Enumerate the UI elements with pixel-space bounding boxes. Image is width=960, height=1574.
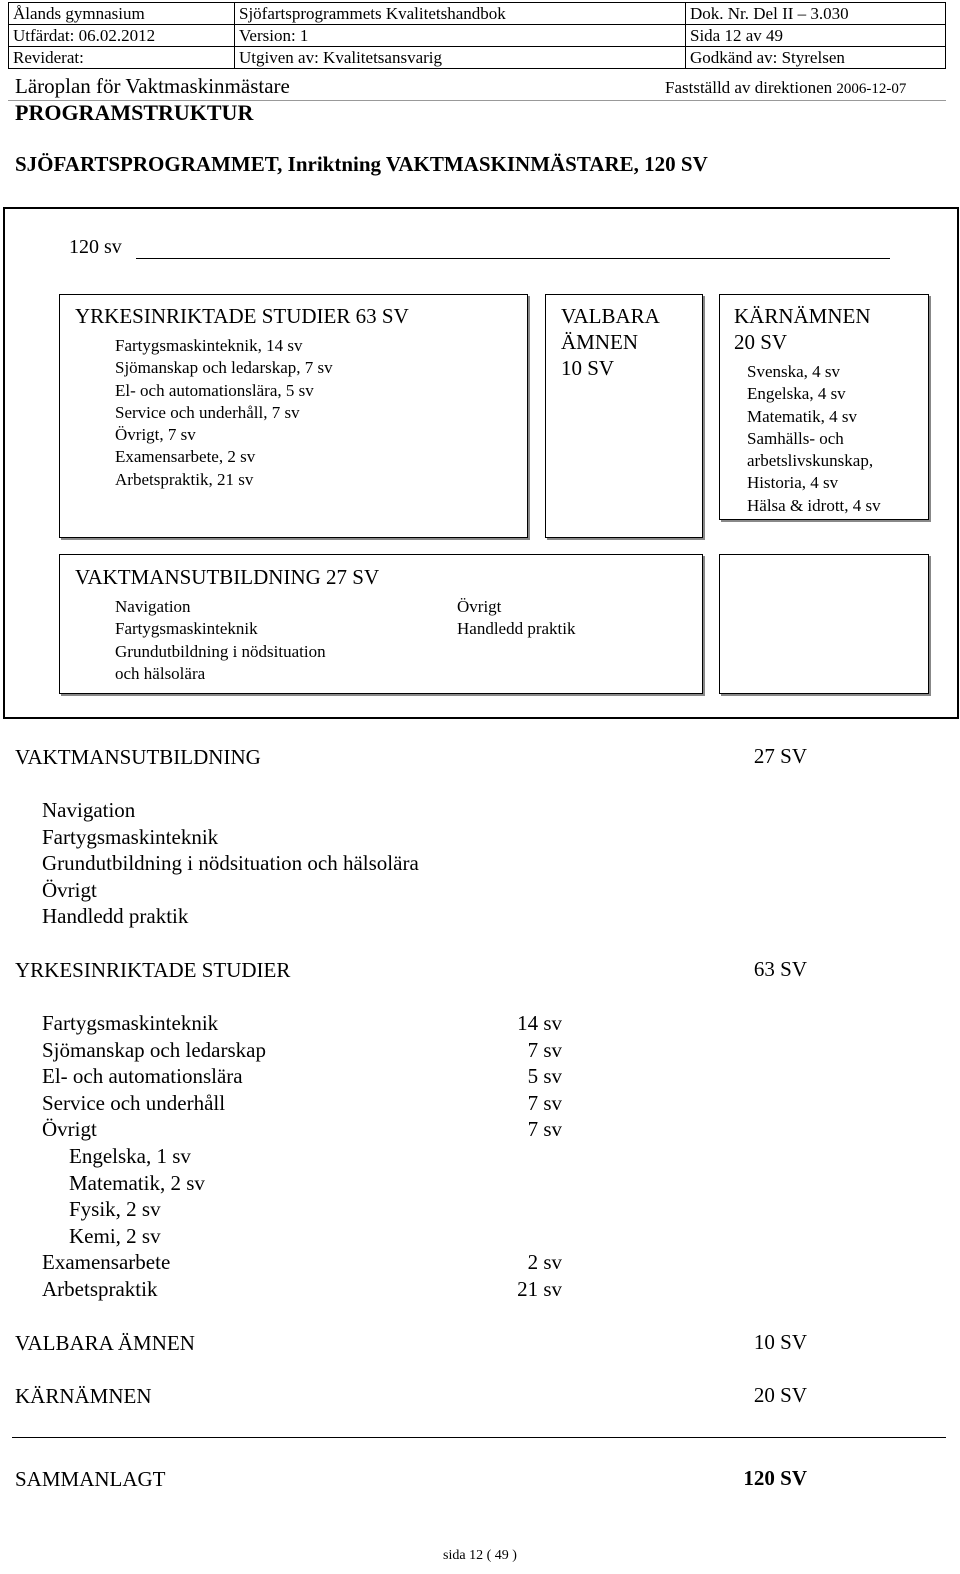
summary-valbara-total: 10 SV xyxy=(753,1330,807,1354)
summary-vakt-label: VAKTMANSUTBILDNING xyxy=(15,745,261,769)
list-item: Grundutbildning i nödsituation xyxy=(115,641,326,661)
document-title: Läroplan för Vaktmaskinmästare xyxy=(15,74,290,98)
list-item: Fartygsmaskinteknik xyxy=(42,824,219,849)
list-item: och hälsolära xyxy=(115,663,206,683)
vakt-box-items-left xyxy=(115,596,326,685)
valbara-box xyxy=(545,294,703,538)
list-value xyxy=(470,1223,562,1250)
list-item: Handledd praktik xyxy=(457,619,576,639)
list-item: arbetslivskunskap, xyxy=(747,451,874,471)
list-value: 7 sv xyxy=(527,1037,562,1062)
summary-total-label: SAMMANLAGT xyxy=(15,1467,166,1491)
header-row xyxy=(9,25,946,47)
valbara-title-line: 10 SV xyxy=(561,356,615,380)
header-published-by: Utgiven av: Kvalitetsansvarig xyxy=(235,47,686,69)
approval-date: 2006-12-07 xyxy=(836,81,907,97)
summary-yrkes-label: YRKESINRIKTADE STUDIER xyxy=(15,958,291,982)
list-item: Engelska, 4 sv xyxy=(747,384,846,404)
list-subitem: Fysik, 2 sv xyxy=(69,1197,161,1222)
header-issued: Utfärdat: 06.02.2012 xyxy=(9,25,235,47)
list-value xyxy=(470,1196,562,1223)
list-item: Service och underhåll xyxy=(42,1090,226,1115)
header-revised: Reviderat: xyxy=(9,47,235,69)
list-item: Service och underhåll, 7 sv xyxy=(115,402,300,422)
vakt-box-items-right xyxy=(457,596,576,641)
list-item: Fartygsmaskinteknik, 14 sv xyxy=(115,336,303,355)
header-school: Ålands gymnasium xyxy=(9,3,235,25)
summary-karn-label: KÄRNÄMNEN xyxy=(15,1384,152,1408)
list-item: Sjömanskap och ledarskap xyxy=(42,1037,266,1062)
summary-yrkes-names xyxy=(42,1010,266,1303)
valbara-box-title xyxy=(561,303,660,381)
header-approved-by: Godkänd av: Styrelsen xyxy=(686,47,946,69)
list-item: Övrigt xyxy=(42,1117,97,1142)
empty-box xyxy=(719,554,929,694)
yrkes-box-title: YRKESINRIKTADE STUDIER 63 SV xyxy=(75,304,409,328)
list-subitem: Matematik, 2 sv xyxy=(69,1170,205,1195)
list-item: El- och automationslära, 5 sv xyxy=(115,380,314,400)
approval-note xyxy=(665,78,906,98)
list-item: Svenska, 4 sv xyxy=(747,362,841,381)
vakt-box xyxy=(59,554,703,694)
list-item: Handledd praktik xyxy=(42,904,189,929)
vakt-box-title: VAKTMANSUTBILDNING 27 SV xyxy=(75,565,380,589)
list-item: Arbetspraktik, 21 sv xyxy=(115,469,254,489)
summary-total-value: 120 SV xyxy=(743,1466,807,1490)
yrkes-box-items xyxy=(115,335,333,491)
summary-vakt-total: 27 SV xyxy=(753,744,807,768)
summary-divider xyxy=(12,1437,946,1438)
list-value: 7 sv xyxy=(527,1090,562,1115)
header-handbook: Sjöfartsprogrammets Kvalitetshandbok xyxy=(235,3,686,25)
list-item: Navigation xyxy=(115,597,191,616)
karn-box-title xyxy=(734,303,871,355)
diagram-total-line xyxy=(136,258,890,259)
list-value: 21 sv xyxy=(517,1276,562,1301)
valbara-title-line: VALBARA xyxy=(561,304,660,328)
list-item: Övrigt, 7 sv xyxy=(115,425,196,445)
program-heading: SJÖFARTSPROGRAMMET, Inriktning VAKTMASKINMÄSTARE, 120 SV xyxy=(15,152,708,176)
list-item: Samhälls- och xyxy=(747,428,844,448)
list-subitem: Kemi, 2 sv xyxy=(69,1223,161,1248)
diagram-total-label: 120 sv xyxy=(69,236,122,258)
summary-yrkes-values xyxy=(470,1010,562,1303)
list-value: 5 sv xyxy=(527,1064,562,1089)
list-item: Examensarbete, 2 sv xyxy=(115,447,256,467)
header-page: Sida 12 av 49 xyxy=(686,25,946,47)
document-header-table xyxy=(8,2,946,69)
karn-box-items xyxy=(747,361,881,517)
karn-title-line: KÄRNÄMNEN xyxy=(734,304,871,328)
list-value: 7 sv xyxy=(527,1117,562,1142)
header-row xyxy=(9,3,946,25)
list-item: Hälsa & idrott, 4 sv xyxy=(747,495,881,515)
list-item: Sjömanskap och ledarskap, 7 sv xyxy=(115,358,333,378)
list-value xyxy=(470,1143,562,1170)
list-item: Examensarbete xyxy=(42,1250,171,1275)
approval-label: Fastställd av direktionen xyxy=(665,78,833,97)
list-item: El- och automationslära xyxy=(42,1064,243,1089)
valbara-title-line: ÄMNEN xyxy=(561,330,638,354)
list-item: Övrigt xyxy=(42,877,97,902)
summary-vakt-items xyxy=(42,797,419,930)
list-item: Fartygsmaskinteknik xyxy=(42,1011,219,1035)
list-item: Övrigt xyxy=(457,597,502,616)
page-footer: sida 12 ( 49 ) xyxy=(443,1548,517,1563)
summary-yrkes-total: 63 SV xyxy=(753,957,807,981)
list-item: Navigation xyxy=(42,798,136,822)
list-value: 2 sv xyxy=(527,1250,562,1275)
karn-box xyxy=(719,294,929,520)
list-item: Historia, 4 sv xyxy=(747,473,839,493)
list-item: Grundutbildning i nödsituation och hälsolära xyxy=(42,851,419,876)
karn-title-line: 20 SV xyxy=(734,330,788,354)
header-row xyxy=(9,47,946,69)
list-item: Matematik, 4 sv xyxy=(747,406,858,426)
header-version: Version: 1 xyxy=(235,25,686,47)
list-value: 14 sv xyxy=(517,1011,562,1035)
yrkes-box xyxy=(59,294,528,538)
list-value xyxy=(470,1170,562,1197)
section-heading: PROGRAMSTRUKTUR xyxy=(15,100,254,125)
list-item: Fartygsmaskinteknik xyxy=(115,619,258,639)
list-subitem: Engelska, 1 sv xyxy=(69,1143,191,1168)
summary-valbara-label: VALBARA ÄMNEN xyxy=(15,1331,195,1355)
summary-karn-total: 20 SV xyxy=(753,1383,807,1407)
list-item: Arbetspraktik xyxy=(42,1276,158,1301)
header-doc-number: Dok. Nr. Del II – 3.030 xyxy=(686,3,946,25)
